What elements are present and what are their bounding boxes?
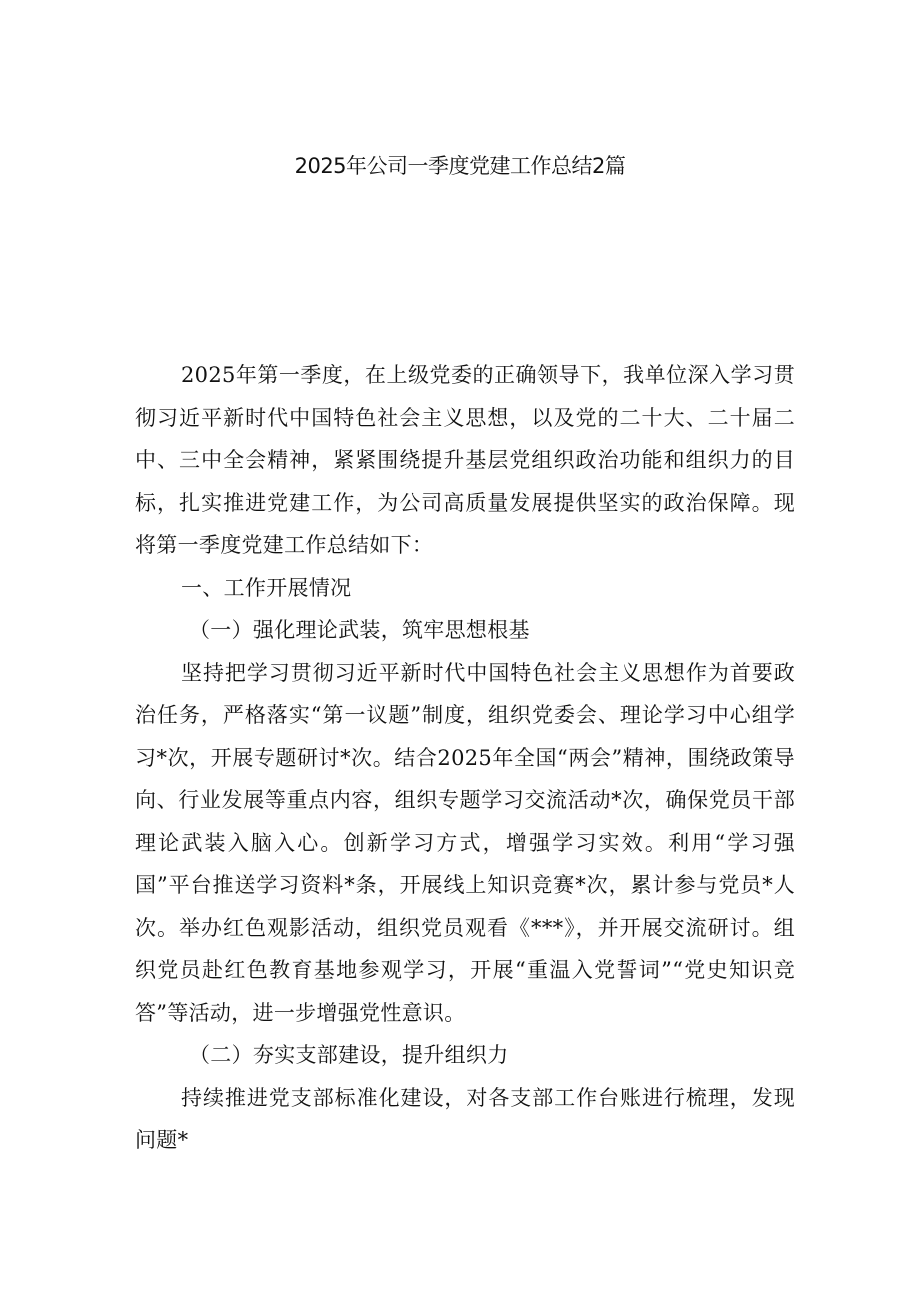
branch-paragraph: 持续推进党支部标准化建设，对各支部工作台账进行梳理，发现问题* (135, 1085, 795, 1152)
intro-paragraph: 2025年第一季度，在上级党委的正确领导下，我单位深入学习贯彻习近平新时代中国特色社会主义思想，以及党的二十大、二十届二中、三中全会精神，紧紧围绕提升基层党组织政治功能和组织力的目标，扎实推进党建工作，为公司高质量发展提供坚实的政治保障。现将第一季度党建工作总结如下： (135, 363, 795, 557)
theory-paragraph: 坚持把学习贯彻习近平新时代中国特色社会主义思想作为首要政治任务，严格落实“第一议题”制度，组织党委会、理论学习中心组学习*次，开展专题研讨*次。结合2025年全国“两会”精神，围绕政策导向、行业发展等重点内容，组织专题学习交流活动*次，确保党员干部理论武装入脑入心。创新学习方式，增强学习实效。利用“学习强国”平台推送学习资料*条，开展线上知识竞赛*次，累计参与党员*人次。举办红色观影活动，组织党员观看《***》，并开展交流研讨。组织党员赴红色教育基地参观学习，开展“重温入党誓词”“党史知识竞答”等活动，进一步增强党性意识。 (135, 660, 795, 1025)
document-body (135, 354, 795, 1162)
subsection-heading-branch: （二）夯实支部建设，提升组织力 (189, 1043, 509, 1067)
section-heading-work-progress: 一、工作开展情况 (181, 575, 352, 600)
subsection-heading-theory: （一）强化理论武装，筑牢思想根基 (189, 618, 530, 642)
document-title: 2025年公司一季度党建工作总结2篇 (294, 154, 626, 178)
